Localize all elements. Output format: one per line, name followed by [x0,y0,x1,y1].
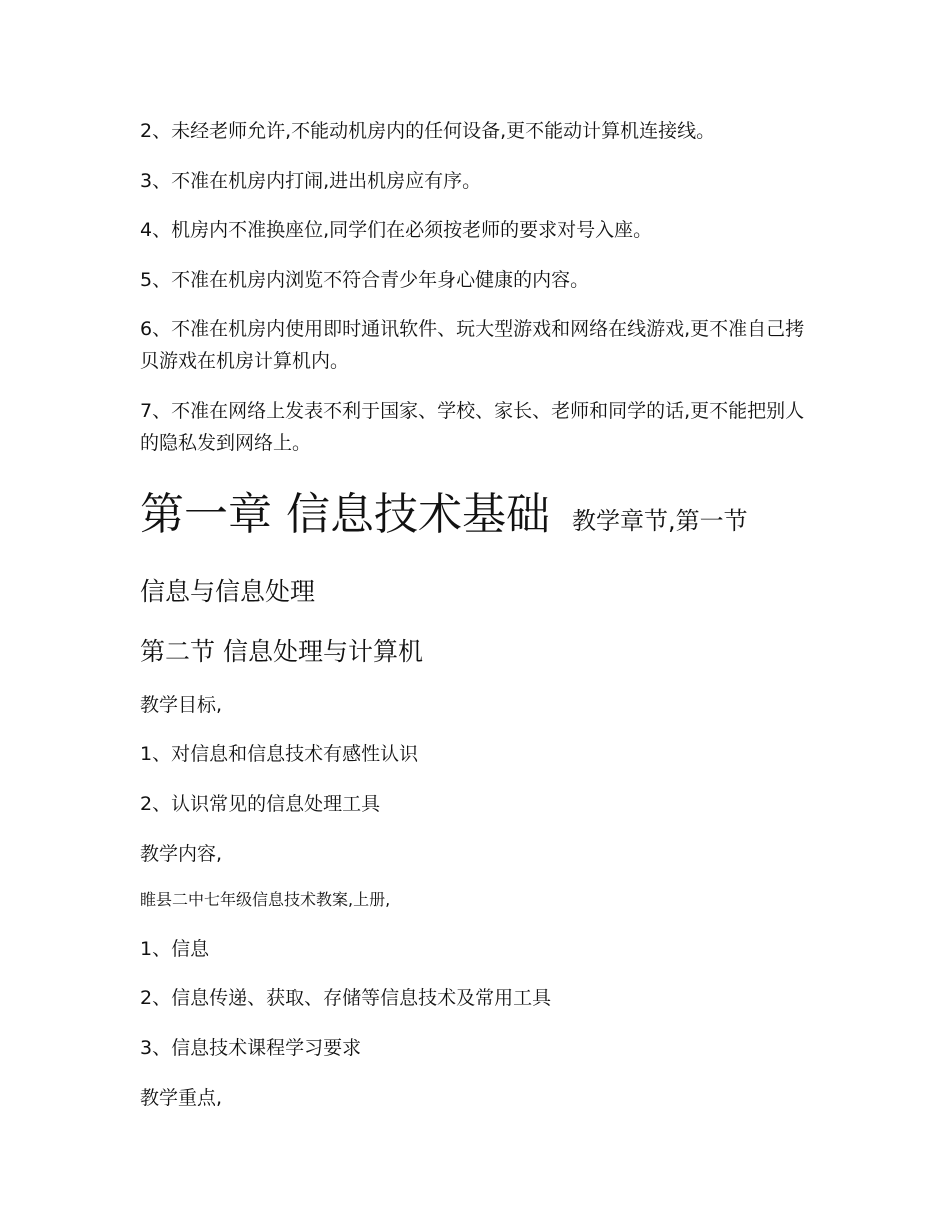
content-item: 2、信息传递、获取、存储等信息技术及常用工具 [140,987,552,1009]
rule-4: 4、机房内不准换座位,同学们在必须按老师的要求对号入座。 [140,219,653,241]
section-heading-2: 第二节 信息处理与计算机 [140,637,423,666]
rule-5: 5、不准在机房内浏览不符合青少年身心健康的内容。 [140,269,590,291]
objectives-label: 教学目标, [140,694,223,716]
rule-3: 3、不准在机房内打闹,进出机房应有序。 [140,170,482,192]
header-note: 睢县二中七年级信息技术教案,上册, [140,890,391,909]
objective-item: 1、对信息和信息技术有感性认识 [140,743,419,765]
content-item: 3、信息技术课程学习要求 [140,1037,362,1059]
rule-7: 7、不准在网络上发表不利于国家、学校、家长、老师和同学的话,更不能把别人的隐私发到网络上。 [140,400,805,454]
content-label: 教学内容, [140,843,223,865]
chapter-heading [140,488,748,548]
section-heading-1: 信息与信息处理 [140,577,316,606]
chapter-title: 第一章 信息技术基础 [140,489,550,540]
objective-item: 2、认识常见的信息处理工具 [140,793,381,815]
content-item: 1、信息 [140,938,210,960]
chapter-subtitle: 教学章节,第一节 [572,507,748,535]
rule-2: 2、未经老师允许,不能动机房内的任何设备,更不能动计算机连接线。 [140,120,716,142]
keypoints-label: 教学重点, [140,1087,223,1109]
rule-6: 6、不准在机房内使用即时通讯软件、玩大型游戏和网络在线游戏,更不准自己拷贝游戏在机房计算机内。 [140,318,805,372]
